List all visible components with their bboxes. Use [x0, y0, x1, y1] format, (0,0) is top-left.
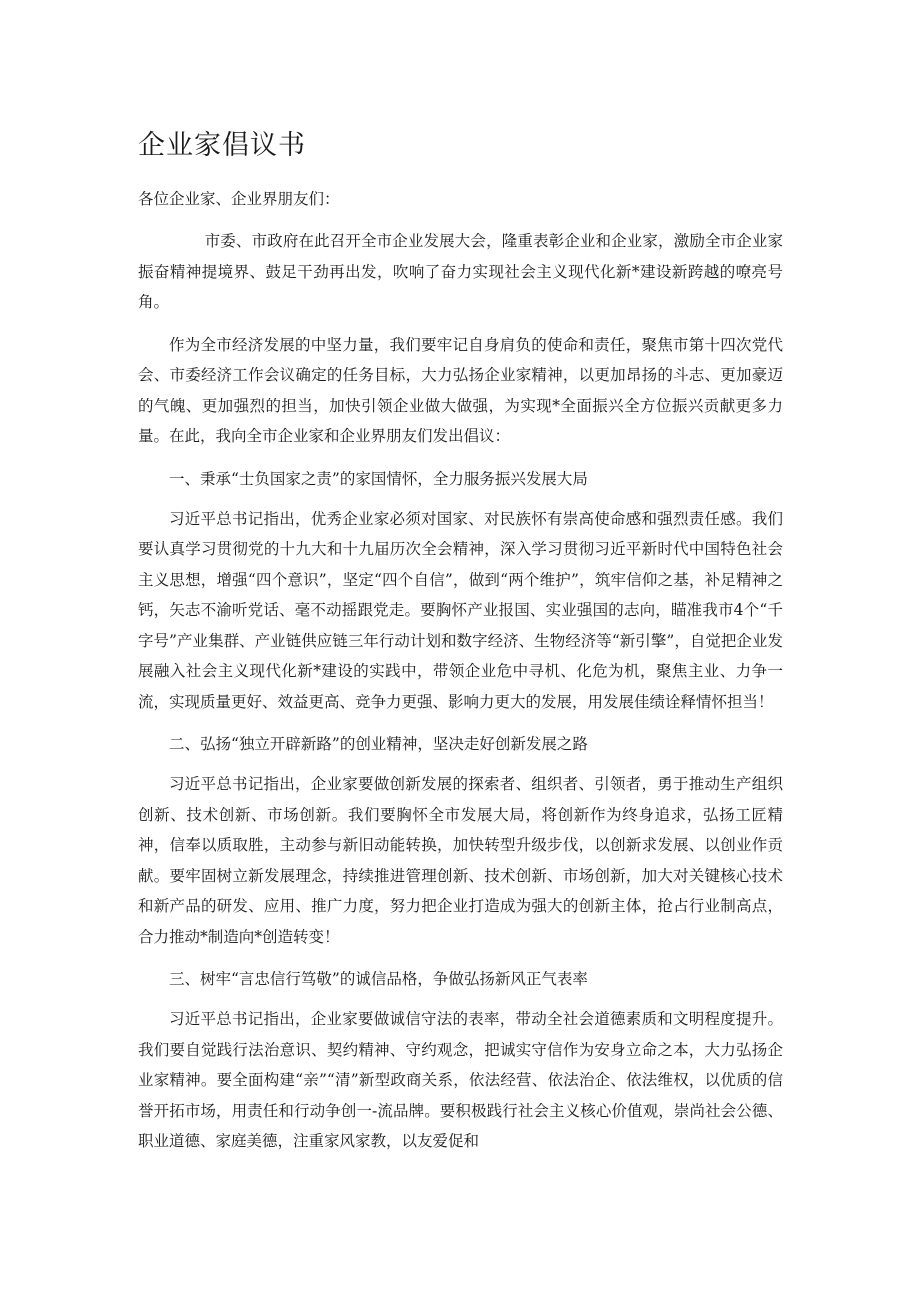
document-page	[138, 126, 783, 1169]
section-heading-1: 一、秉承“士负国家之责”的家国情怀，全力服务振兴发展大局	[169, 469, 588, 488]
salutation: 各位企业家、企业界朋友们：	[138, 190, 340, 208]
section-body-3: 习近平总书记指出，企业家要做诚信守法的表率，带动全社会道德素质和文明程度提升。我们要自觉践行法治意识、契约精神、守约观念，把诚实守信作为安身立命之本，大力弘扬企业家精神。要全面构建“亲”“清”新型政商关系，依法经营、依法治企、依法维权，以优质的信誉开拓市场，用责任和行动争创一-流品牌。要积极践行社会主义核心价值观，崇尚社会公德、职业道德、家庭美德，注重家风家教，以友爱促和	[138, 1010, 783, 1150]
document-title: 企业家倡议书	[138, 130, 306, 161]
intro-paragraph-1: 市委、市政府在此召开全市企业发展大会，隆重表彰企业和企业家，激励全市企业家振奋精神提境界、鼓足干劲再出发，吹响了奋力实现社会主义现代化新*建设新跨越的嘹亮号角。	[138, 232, 783, 311]
section-heading-3: 三、树牢“言忠信行笃敬”的诚信品格，争做弘扬新风正气表率	[169, 970, 588, 988]
section-body-2: 习近平总书记指出，企业家要做创新发展的探索者、组织者、引领者，勇于推动生产组织创新、技术创新、市场创新。我们要胸怀全市发展大局，将创新作为终身追求，弘扬工匠精神，信奉以质取胜，主动参与新旧动能转换，加快转型升级步伐，以创新求发展、以创业作贡献。要牢固树立新发展理念，持续推进管理创新、技术创新、市场创新，加大对关键核心技术和新产品的研发、应用、推广力度，努力把企业打造成为强大的创新主体，抢占行业制高点，合力推动*制造向*创造转变！	[138, 775, 783, 946]
section-heading-2: 二、弘扬“独立开辟新路”的创业精神，坚决走好创新发展之路	[169, 735, 588, 753]
section-body-1: 习近平总书记指出，优秀企业家必须对国家、对民族怀有崇高使命感和强烈责任感。我们要认真学习贯彻党的十九大和十九届历次全会精神，深入学习贯彻习近平新时代中国特色社会主义思想，增强“四个意识”，坚定“四个自信”，做到“两个维护”，筑牢信仰之基，补足精神之钙，矢志不渝听党话、毫不动摇跟党走。要胸怀产业报国、实业强国的志向，瞄准我市4个“千字号”产业集群、产业链供应链三年行动计划和数字经济、生物经济等“新引擎”，自觉把企业发展融入社会主义现代化新*建设的实践中，带领企业危中寻机、化危为机，聚焦主业、力争一流，实现质量更好、效益更高、竞争力更强、影响力更大的发展，用发展佳绩诠释情怀担当！	[138, 509, 783, 711]
intro-paragraph-2: 作为全市经济发展的中坚力量，我们要牢记自身肩负的使命和责任，聚焦市第十四次党代会、市委经济工作会议确定的任务目标，大力弘扬企业家精神，以更加昂扬的斗志、更加豪迈的气魄、更加强烈的担当，加快引领企业做大做强，为实现*全面振兴全方位振兴贡献更多力量。在此，我向全市企业家和企业界朋友们发出倡议：	[138, 335, 783, 445]
